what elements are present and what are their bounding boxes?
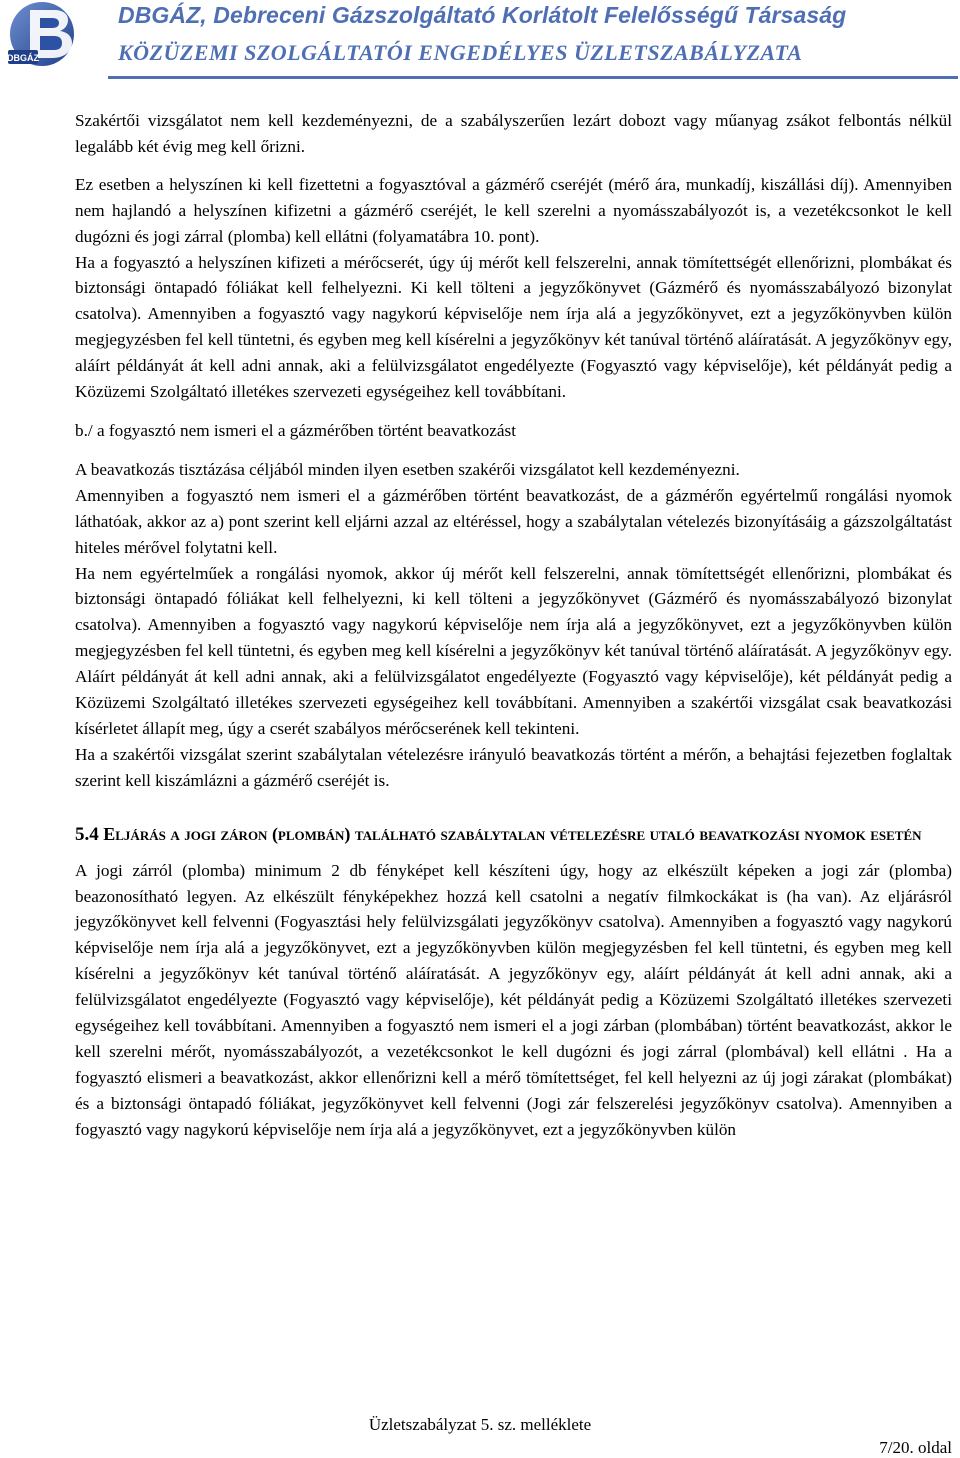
subsection-b-heading: b./ a fogyasztó nem ismeri el a gázmérőben történt beavatkozást bbox=[75, 420, 516, 440]
page-number: 7/20. oldal bbox=[879, 1438, 952, 1457]
paragraph-2: Ez esetben a helyszínen ki kell fizettetni a fogyasztóval a gázmérő cseréjét (mérő ára, munkadíj, kiszállási díj). Amennyiben nem hajlandó a helyszínen kifizetni a gázmérő cseréjét, le kell szerelni a nyomásszabályozót is, a vezetékcsonkot le kell dugózni és jogi zárral (plomba) kell ellátni (folyamatábra 10. pont). bbox=[75, 174, 952, 246]
page-header bbox=[0, 0, 960, 80]
document-subtitle: KÖZÜZEMI SZOLGÁLTATÓI ENGEDÉLYES ÜZLETSZABÁLYZATA bbox=[118, 40, 803, 65]
paragraph-3: Ha a fogyasztó a helyszínen kifizeti a mérőcserét, úgy új mérőt kell felszerelni, annak tömítettségét ellenőrizni, plombákat és biztonsági öntapadó fóliákat kell felhelyezni. Ki kell tölteni a jegyzőkönyvet (Gázmérő és nyomásszabályozó bizonylat csatolva). Amennyiben a fogyasztó vagy nagykorú képviselője nem írja alá a jegyzőkönyvet, ezt a jegyzőkönyvben külön megjegyzésben fel kell tüntetni, és egyben meg kell kísérelni a jegyzőkönyv két tanúval történő aláíratását. A jegyzőkönyv egy, aláírt példányát át kell adni annak, aki a felülvizsgálatot engedélyezte (Fogyasztó vagy képviselője), két példányát pedig a Közüzemi Szolgáltató illetékes szervezeti egységeihez kell továbbítani. bbox=[75, 252, 952, 402]
paragraph-7: Ha a szakértői vizsgálat szerint szabálytalan vételezésre irányuló beavatkozás történt a mérőn, a behajtási fejezetben foglaltak szerint kell kiszámlázni a gázmérő cseréjét is. bbox=[75, 744, 952, 790]
paragraph-1: Szakértői vizsgálatot nem kell kezdeményezni, de a szabályszerűen lezárt dobozt vagy műanyag zsákot felbontás nélkül legalább két évig meg kell őrizni. bbox=[75, 111, 952, 156]
paragraph-8: A jogi zárról (plomba) minimum 2 db fényképet kell készíteni úgy, hogy az elkészült képeken a jogi zár (plomba) beazonosítható legyen. Az elkészült fényképekhez hozzá kell csatolni a negatív filmkockákat is (ha van). Az eljárásról jegyzőkönyvet kell felvenni (Fogyasztási hely felülvizsgálati jegyzőkönyv csatolva). Amennyiben a fogyasztó vagy nagykorú képviselője nem írja alá a jegyzőkönyvet, ezt a jegyzőkönyvben külön megjegyzésben fel kell tüntetni, és egyben meg kell kísérelni a jegyzőkönyv két tanúval történő aláíratását. A jegyzőkönyv egy, aláírt példányát át kell adni annak, aki a felülvizsgálatot engedélyezte (Fogyasztó vagy képviselője), két példányát pedig a Közüzemi Szolgáltató illetékes szervezeti egységeihez kell továbbítani. Amennyiben a fogyasztó nem ismeri el a jogi zárban (plombában) történt beavatkozást, akkor le kell szerelni mérőt, nyomásszabályozót, a vezetékcsonkot le kell dugózni és jogi zárral (plombával) kell ellátni . Ha a fogyasztó elismeri a beavatkozást, akkor ellenőrizni kell a mérő tömítettséget, fel kell helyezni az új jogi zárakat (plombákat) és a biztonsági öntapadó fóliákat, jegyzőkönyvet kell felvenni (Jogi zár felszerelési jegyzőkönyv csatolva). Amennyiben a fogyasztó vagy nagykorú képviselője nem írja alá a jegyzőkönyvet, ezt a jegyzőkönyvben külön bbox=[75, 860, 952, 1139]
company-name: DBGÁZ, Debreceni Gázszolgáltató Korlátolt Felelősségű Társaság bbox=[118, 2, 847, 28]
paragraph-6: Ha nem egyértelműek a rongálási nyomok, akkor új mérőt kell felszerelni, annak tömítettségét ellenőrizni, plombákat és biztonsági öntapadó fóliákat kell felhelyezni, ki kell tölteni a jegyzőkönyvet (Gázmérő és nyomásszabályozó bizonylat csatolva). Amennyiben a fogyasztó vagy nagykorú képviselője nem írja alá a jegyzőkönyvet, ezt a jegyzőkönyvben külön megjegyzésben fel kell tüntetni, és egyben meg kell kísérelni a jegyzőkönyv két tanúval történő aláíratását. A jegyzőkönyv egy. Aláírt példányát át kell adni annak, aki a felülvizsgálatot engedélyezte (Fogyasztó vagy képviselője), két példányát pedig a Közüzemi Szolgáltató illetékes szervezeti egységeihez kell továbbítani. Amennyiben a szakértői vizsgálat csak beavatkozási kísérletet állapít meg, úgy a cserét szabályos mérőcserének kell tekinteni. bbox=[75, 563, 952, 738]
paragraph-4: A beavatkozás tisztázása céljából minden ilyen esetben szakérői vizsgálatot kell kezdeményezni. bbox=[75, 459, 740, 479]
paragraph-5: Amennyiben a fogyasztó nem ismeri el a gázmérőben történt beavatkozást, de a gázmérőn egyértelmű rongálási nyomok láthatóak, akkor az a) pont szerint kell eljárni azzal az eltéréssel, hogy a szabálytalan vételezés bizonyításáig a gázszolgáltatást hiteles mérővel folytatni kell. bbox=[75, 485, 952, 557]
svg-text:DBGÁZ: DBGÁZ bbox=[7, 53, 39, 63]
section-number: 5.4 bbox=[75, 823, 99, 845]
header-divider bbox=[108, 76, 958, 79]
section-heading bbox=[75, 821, 952, 848]
dbgaz-logo-icon bbox=[2, 0, 106, 70]
section-title: Eljárás a jogi záron (plombán) található szabálytalan vételezésre utaló beavatkozási nyomok esetén bbox=[103, 823, 922, 844]
document-body bbox=[75, 108, 952, 1143]
page-footer: Üzletszabályzat 5. sz. melléklete bbox=[368, 1415, 592, 1434]
